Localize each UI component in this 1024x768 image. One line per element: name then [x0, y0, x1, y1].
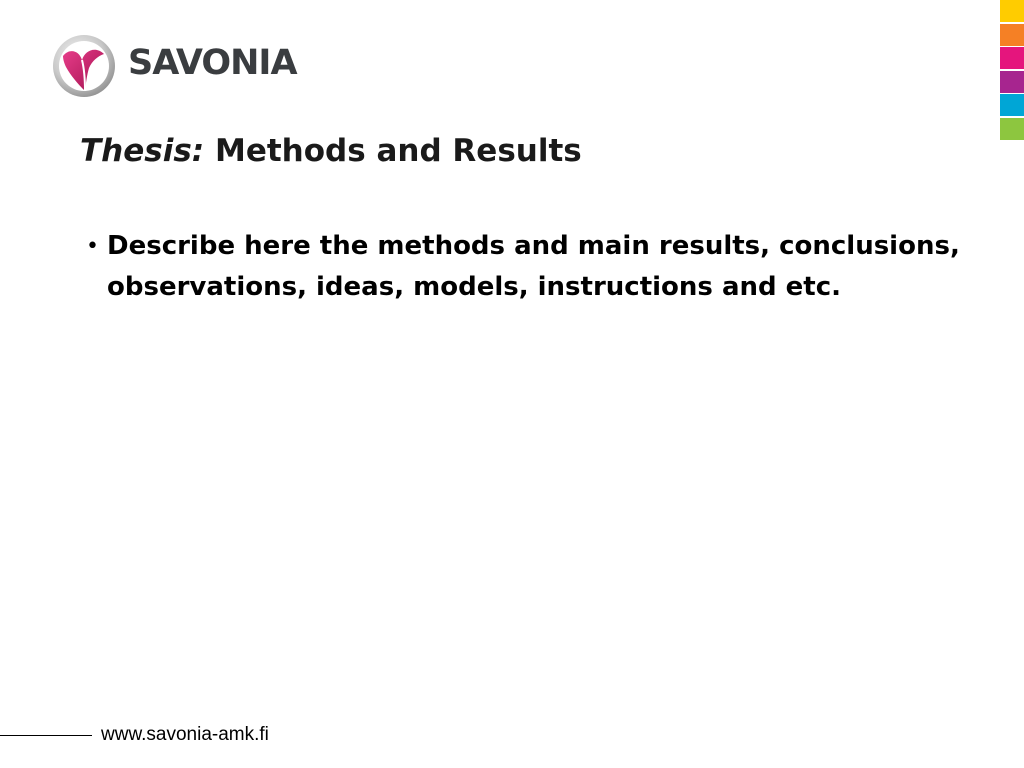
- slide-title-text: Methods and Results: [214, 133, 582, 169]
- savonia-logo: [52, 34, 297, 100]
- color-band: [1000, 71, 1024, 93]
- color-band: [1000, 47, 1024, 69]
- bullet-text: Describe here the methods and main results, conclusions, observations, ideas, models, instructions and etc.: [107, 231, 960, 302]
- logo-wordmark: SAVONIA: [128, 43, 297, 83]
- bullet-item: [86, 226, 986, 308]
- color-band: [1000, 0, 1024, 22]
- savonia-logo-icon: [52, 34, 118, 100]
- color-band: [1000, 118, 1024, 140]
- slide-title: [80, 133, 582, 170]
- color-band: [1000, 94, 1024, 116]
- footer-divider: [0, 735, 92, 736]
- bullet-marker: •: [86, 234, 99, 259]
- color-band: [1000, 24, 1024, 46]
- brand-color-strip: [1000, 0, 1024, 140]
- footer-url[interactable]: www.savonia-amk.fi: [101, 724, 269, 745]
- bullet-list: [86, 226, 986, 308]
- slide-title-emphasis: Thesis:: [80, 133, 205, 169]
